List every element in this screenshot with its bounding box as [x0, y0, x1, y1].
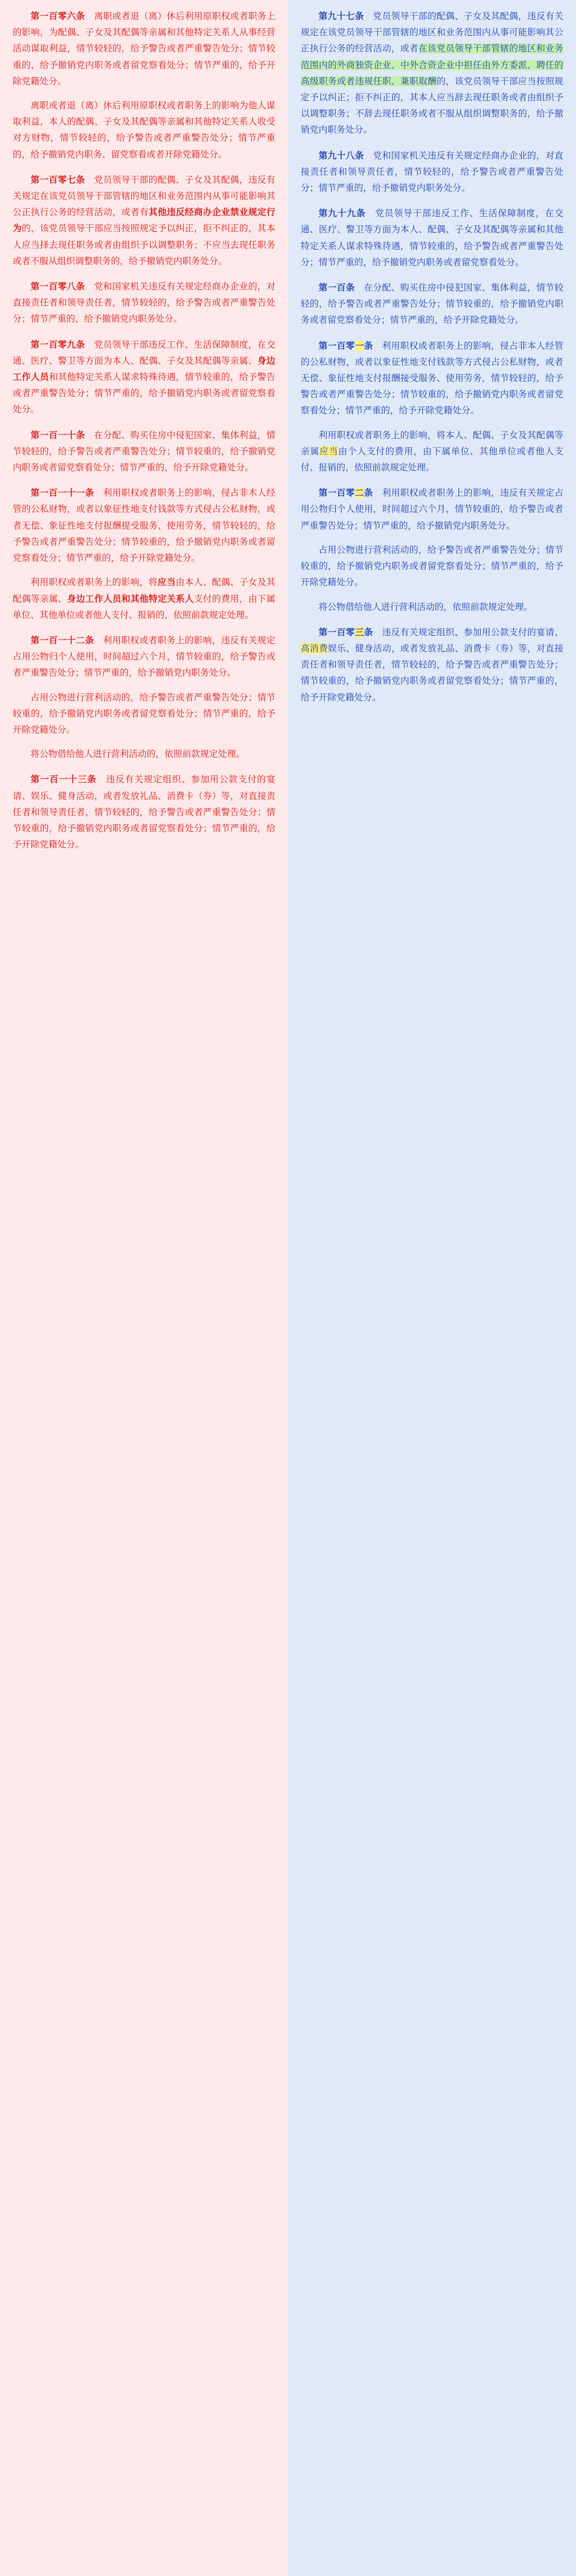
article-paragraph: [13, 8, 275, 89]
article-number: 条: [363, 340, 373, 351]
text-run: 利用职权或者职务上的影响，侵占非本人经管的公私财物，或者以象征性地支付钱款等方式侵占公私财物，或者无偿、象征性地支付报酬接受服务、使用劳务，情节较轻的，给予警告或者严重警告处分；情节较重的，给予撤销党内职务或者留党察看处分；情节严重的，给予开除党籍处分。: [301, 340, 563, 416]
text-run: 利用职权或者职务上的影响，将本人、配偶、子女及其配偶等亲属: [301, 429, 563, 457]
column-after-revision: [288, 0, 576, 2576]
highlight-green-text: 在该党员领导干部管辖的地区和业务范围内的外商独资企业、中外合资企业中担任由外方委派、聘任的高级职务或者违规任职、兼职取酬: [301, 43, 563, 86]
text-run: 离职或者退（离）休后利用原职权或者职务上的影响为他人谋取利益，本人的配偶、子女及其配偶等亲属和其他特定关系人收受对方财物，情节较轻的，给予警告或者严重警告处分；情节严重的，给予撤销党内职务、留党察看或者开除党籍处分。: [13, 100, 275, 160]
article-block: [301, 280, 563, 329]
text-run: 娱乐、健身活动，或者发放礼品、消费卡（券）等，对直接责任者和领导责任者，情节较轻的，给予警告或者严重警告处分；情节较重的，给予撤销党内职务或者留党察看处分；情节严重的，给予开除党籍处分。: [301, 643, 563, 703]
article-number: 第一百一十二条: [31, 635, 94, 646]
text-run: 将公物借给他人进行营利活动的，依照前款规定处理。: [319, 601, 533, 612]
article-number-highlight: 二: [355, 488, 364, 499]
article-block: [13, 427, 275, 476]
emphasis-text: 身边工作人员: [13, 355, 275, 383]
article-block: [301, 8, 563, 138]
article-number: 第一百条: [319, 282, 355, 293]
article-block: [13, 172, 275, 269]
text-run: 占用公物进行营利活动的，给予警告或者严重警告处分；情节较重的，给予撤销党内职务或者留党察看处分；情节严重的，给予开除党籍处分。: [13, 692, 275, 735]
article-paragraph: [13, 574, 275, 623]
article-block: [13, 8, 275, 163]
article-number: 第一百零: [319, 488, 355, 499]
article-paragraph: [301, 148, 563, 197]
article-paragraph: [13, 278, 275, 327]
article-number: 第九十八条: [319, 150, 364, 161]
text-run: 将公物借给他人进行营利活动的，依照前款规定处理。: [31, 749, 245, 760]
article-paragraph: [13, 97, 275, 163]
article-paragraph: [301, 280, 563, 329]
article-block: [13, 771, 275, 853]
article-paragraph: [13, 427, 275, 476]
text-run: 利用职权或者职务上的影响，违反有关规定占用公物归个人使用，时间超过六个月，情节较重的，给予警告或者严重警告处分；情节严重的，给予撤销党内职务处分。: [301, 488, 563, 531]
article-number: 第一百一十条: [31, 429, 85, 440]
text-run: 党员领导干部违反工作、生活保障制度，在交通、医疗、警卫等方面为本人、配偶、子女及其配偶等亲属、: [13, 339, 275, 366]
article-number: 第一百零: [319, 340, 355, 351]
article-paragraph: [301, 8, 563, 138]
article-paragraph: [301, 624, 563, 706]
article-block: [13, 337, 275, 418]
text-run: 由本人、配偶、子女及其配偶等亲属、: [13, 577, 275, 604]
article-block: [301, 205, 563, 270]
article-paragraph: [13, 172, 275, 269]
text-run: 党和国家机关违反有关规定经商办企业的，对直接责任者和领导责任者，情节较轻的，给予警告或者严重警告处分；情节严重的，给予撤销党内职务处分。: [301, 150, 563, 194]
article-number: 第九十七条: [319, 11, 364, 21]
article-number: 第一百零九条: [31, 339, 85, 350]
article-number: 第一百零七条: [31, 174, 85, 185]
text-run: 的，该党员领导干部应当按照规定予以纠正；拒不纠正的，其本人应当辞去现任职务或者由组织予以调整职务；不辞去现任职务或者不服从组织调整职务的，给予撤销党内职务处分。: [301, 76, 563, 135]
text-run: 违反有关规定组织、参加用公款支付的宴请、娱乐、健身活动，或者发放礼品、消费卡（券）等，对直接责任者和领导责任者，情节较轻的，给予警告或者严重警告处分；情节较重的，给予撤销党内职务或者留党察看处分；情节严重的，给予开除党籍处分。: [13, 774, 275, 850]
article-paragraph: [13, 746, 275, 762]
emphasis-text: 其他违反经商办企业禁业规定行为: [13, 207, 275, 234]
article-block: [301, 338, 563, 476]
article-number: 第一百零八条: [31, 281, 85, 292]
text-run: 在分配、购买住房中侵犯国家、集体利益，情节较轻的，给予警告或者严重警告处分；情节较重的，给予撤销党内职务或者留党察看处分；情节严重的，给予开除党籍处分。: [301, 282, 563, 326]
emphasis-text: 应当: [157, 577, 176, 588]
article-number: 第一百一十三条: [31, 774, 97, 785]
article-number: 第一百零六条: [31, 11, 85, 21]
article-block: [13, 278, 275, 327]
article-paragraph: [301, 485, 563, 534]
highlight-yellow-text: 应当: [319, 446, 339, 457]
text-run: 违反有关规定组织、参加用公款支付的宴请、: [373, 627, 563, 638]
article-block: [13, 632, 275, 762]
text-run: 占用公物进行营利活动的，给予警告或者严重警告处分；情节较重的，给予撤销党内职务或者留党察看处分；情节严重的，给予开除党籍处分。: [301, 544, 563, 588]
article-number: 第一百零: [319, 627, 355, 638]
text-run: 党员领导干部的配偶、子女及其配偶，违反有关规定在该党员领导干部管辖的地区和业务范围内从事可能影响其公正执行公务的经营活动，或者有: [13, 174, 275, 218]
text-run: 党员领导干部的配偶、子女及其配偶，违反有关规定在该党员领导干部管辖的地区和业务范围内从事可能影响其公正执行公务的经营活动，或者: [301, 11, 563, 54]
text-run: 利用职权或者职务上的影响，违反有关规定占用公物归个人使用，时间超过六个月，情节较重的，给予警告或者严重警告处分；情节严重的，给予撤销党内职务处分。: [13, 635, 275, 678]
article-block: [13, 485, 275, 623]
article-block: [301, 148, 563, 197]
article-number: 条: [363, 627, 373, 638]
article-paragraph: [301, 205, 563, 270]
article-block: [301, 485, 563, 614]
article-number: 第九十九条: [319, 208, 366, 219]
article-paragraph: [13, 689, 275, 738]
article-paragraph: [13, 632, 275, 681]
text-run: 党员领导干部违反工作、生活保障制度，在交通、医疗、警卫等方面为本人、配偶、子女及其配偶等亲属和其他特定关系人谋求特殊待遇，情节较重的，给予警告或者严重警告处分；情节严重的，给予撤销党内职务或者留党察看处分。: [301, 208, 563, 267]
text-run: 利用职权或者职务上的影响，将: [31, 577, 158, 588]
text-run: 离职或者退（离）休后利用原职权或者职务上的影响，为配偶、子女及其配偶等亲属和其他特定关系人从事经营活动谋取利益，情节较轻的，给予警告或者严重警告处分；情节较重的，给予撤销党内职务或者留党察看处分；情节严重的，给予开除党籍处分。: [13, 11, 275, 86]
article-number: 第一百一十一条: [31, 488, 94, 499]
article-number: 条: [363, 488, 373, 499]
article-paragraph: [301, 338, 563, 419]
text-run: 党和国家机关违反有关规定经商办企业的，对直接责任者和领导责任者，情节较轻的，给予警告或者严重警告处分；情节严重的，给予撤销党内职务处分。: [13, 281, 275, 325]
emphasis-text: 身边工作人员和其他特定关系人: [67, 593, 194, 604]
text-run: 利用职权或者职务上的影响，侵占非木人经管的公私财物，或者以象征性地支付钱款等方式侵占公私财物，或者无偿、象征性地支付报酬提受服务、使用劳务，情节较轻的，给予警告或者严重警告处分；情节较重的，给予撤销党内职务或者留党察看处分；情节严重的，给予开除党籍处分。: [13, 488, 275, 564]
article-number-highlight: 三: [355, 627, 364, 638]
text-run: 的，该党员领导干部应当按照规定予以纠正，拒不纠正的，其本人应当择去现任职务或者由组织予以调整职务；不应当去现任职务或者不服从组织调整职务的，给予撤销党内职务处分。: [13, 223, 275, 266]
article-paragraph: [13, 337, 275, 418]
article-number-highlight: 一: [355, 340, 364, 351]
article-paragraph: [13, 771, 275, 853]
text-run: 在分配、购买住房中侵犯国家、集体利益，情节较轻的，给予警告或者严重警告处分；情节较重的，给予撤销党内职务或者留党察看处分；情节严重的，给予开除党籍处分。: [13, 429, 275, 473]
highlight-yellow-text: 高消费: [301, 643, 328, 654]
text-run: 和其他特定关系人谋求特殊待遇，情节较重的，给予警告或者严重警告处分；情节严重的，给予撤销党内职务或者留党察看处分。: [13, 372, 275, 415]
article-block: [301, 624, 563, 706]
article-paragraph: [301, 427, 563, 476]
article-paragraph: [13, 485, 275, 566]
text-run: 支付的费用，由下属单位、其他单位或者他人支付、报销的，依照前款规定处理。: [13, 593, 275, 620]
text-run: 由个人支付的费用，由下属单位、其他单位或者他人支付、报销的，依照前款规定处理。: [301, 446, 563, 473]
article-paragraph: [301, 599, 563, 615]
article-paragraph: [301, 542, 563, 591]
